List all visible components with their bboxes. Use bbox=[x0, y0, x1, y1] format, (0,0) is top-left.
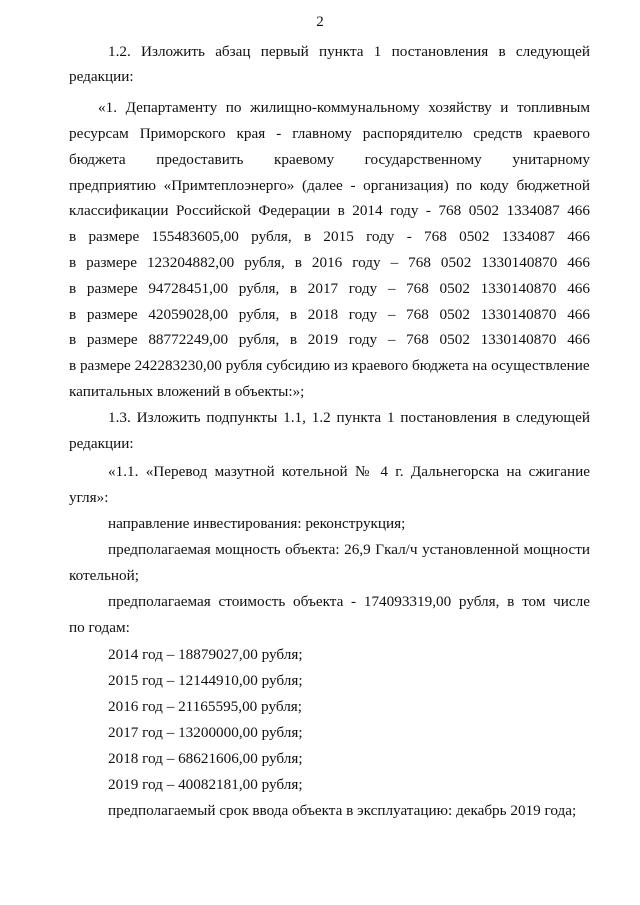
text-line: предполагаемая стоимость объекта - 174093319,00 рубля, в том числе bbox=[108, 593, 590, 610]
text-line: редакции: bbox=[69, 68, 134, 85]
text-line: 1.3. Изложить подпункты 1.1, 1.2 пункта 1 постановления в следующей bbox=[108, 409, 590, 426]
text-line: 2014 год – 18879027,00 рубля; bbox=[108, 646, 303, 663]
text-line: котельной; bbox=[69, 567, 139, 584]
text-line: ресурсам Приморского края - главному распорядителю средств краевого bbox=[69, 125, 590, 142]
text-line: 2017 год – 13200000,00 рубля; bbox=[108, 724, 303, 741]
text-line: 2015 год – 12144910,00 рубля; bbox=[108, 672, 303, 689]
text-line: бюджета предоставить краевому государственному унитарному bbox=[69, 151, 590, 168]
text-line: классификации Российской Федерации в 2014 году - 768 0502 1334087 466 bbox=[69, 202, 590, 219]
text-line: в размере 42059028,00 рубля, в 2018 году – 768 0502 1330140870 466 bbox=[69, 306, 590, 323]
text-line: предполагаемый срок ввода объекта в эксплуатацию: декабрь 2019 года; bbox=[108, 802, 577, 819]
text-line: в размере 155483605,00 рубля, в 2015 году - 768 0502 1334087 466 bbox=[69, 228, 590, 245]
text-line: направление инвестирования: реконструкция; bbox=[108, 515, 406, 532]
text-line: капитальных вложений в объекты:»; bbox=[69, 383, 305, 400]
text-line: в размере 123204882,00 рубля, в 2016 году – 768 0502 1330140870 466 bbox=[69, 254, 590, 271]
text-line: по годам: bbox=[69, 619, 130, 636]
text-line: 2016 год – 21165595,00 рубля; bbox=[108, 698, 302, 715]
text-line: 1.2. Изложить абзац первый пункта 1 постановления в следующей bbox=[108, 43, 590, 60]
text-line: в размере 242283230,00 рубля субсидию из краевого бюджета на осуществление bbox=[69, 357, 590, 374]
text-line: угля»: bbox=[69, 489, 109, 506]
text-line: в размере 88772249,00 рубля, в 2019 году – 768 0502 1330140870 466 bbox=[69, 331, 590, 348]
text-line: 2018 год – 68621606,00 рубля; bbox=[108, 750, 303, 767]
text-line: «1.1. «Перевод мазутной котельной № 4 г. Дальнегорска на сжигание bbox=[108, 463, 590, 480]
page-number: 2 bbox=[316, 14, 324, 30]
text-line: редакции: bbox=[69, 435, 134, 452]
text-line: 2019 год – 40082181,00 рубля; bbox=[108, 776, 303, 793]
text-line: предприятию «Примтеплоэнерго» (далее - организация) по коду бюджетной bbox=[69, 177, 590, 194]
text-line: в размере 94728451,00 рубля, в 2017 году – 768 0502 1330140870 466 bbox=[69, 280, 590, 297]
text-line: «1. Департаменту по жилищно-коммунальному хозяйству и топливным bbox=[98, 99, 590, 116]
text-line: предполагаемая мощность объекта: 26,9 Гкал/ч установленной мощности bbox=[108, 541, 590, 558]
